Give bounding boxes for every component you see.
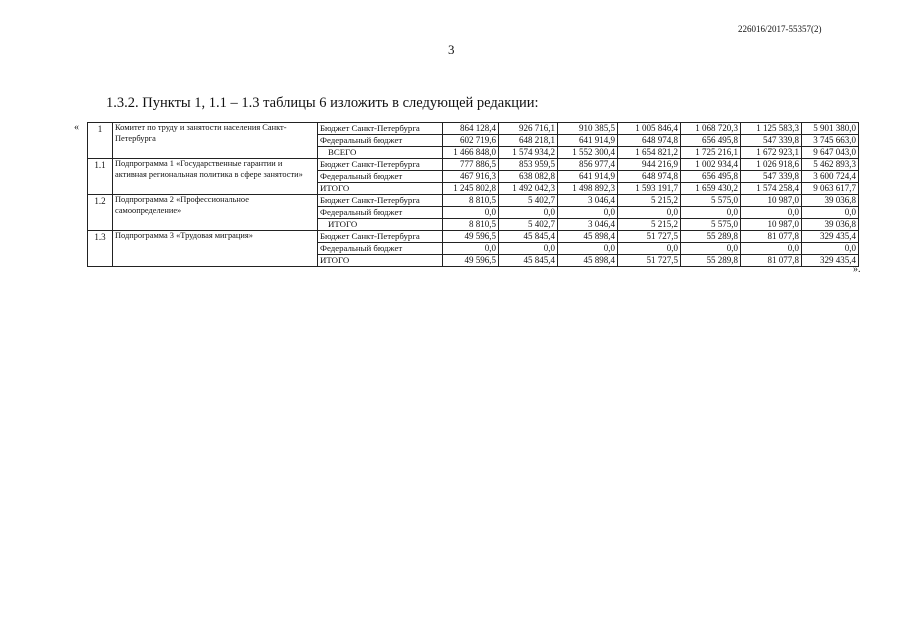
- amount-cell: 1 068 720,3: [681, 123, 741, 135]
- amount-cell: 467 916,3: [443, 171, 499, 183]
- amount-cell: 641 914,9: [558, 171, 618, 183]
- amount-cell: 602 719,6: [443, 135, 499, 147]
- amount-cell: 1 492 042,3: [499, 183, 558, 195]
- item-name: Подпрограмма 3 «Трудовая миграция»: [113, 231, 318, 267]
- amount-cell: 39 036,8: [802, 219, 859, 231]
- amount-cell: 5 402,7: [499, 219, 558, 231]
- amount-cell: 1 593 191,7: [618, 183, 681, 195]
- closing-quote: ».: [853, 264, 861, 275]
- amount-cell: 0,0: [558, 243, 618, 255]
- amount-cell: 45 898,4: [558, 231, 618, 243]
- amount-cell: 3 046,4: [558, 195, 618, 207]
- amount-cell: 81 077,8: [741, 231, 802, 243]
- amount-cell: 853 959,5: [499, 159, 558, 171]
- amount-cell: 49 596,5: [443, 255, 499, 267]
- amount-cell: 777 886,5: [443, 159, 499, 171]
- funding-source: Федеральный бюджет: [318, 207, 443, 219]
- amount-cell: 51 727,5: [618, 255, 681, 267]
- amount-cell: 10 987,0: [741, 219, 802, 231]
- amount-cell: 3 046,4: [558, 219, 618, 231]
- amount-cell: 0,0: [681, 243, 741, 255]
- amount-cell: 641 914,9: [558, 135, 618, 147]
- amendment-heading: 1.3.2. Пункты 1, 1.1 – 1.3 таблицы 6 изложить в следующей редакции:: [106, 95, 539, 111]
- amount-cell: 8 810,5: [443, 219, 499, 231]
- amount-cell: 51 727,5: [618, 231, 681, 243]
- amount-cell: 3 600 724,4: [802, 171, 859, 183]
- amount-cell: 547 339,8: [741, 135, 802, 147]
- amount-cell: 1 574 258,4: [741, 183, 802, 195]
- amount-cell: 329 435,4: [802, 231, 859, 243]
- amount-cell: 864 128,4: [443, 123, 499, 135]
- amount-cell: 0,0: [499, 207, 558, 219]
- amount-cell: 5 402,7: [499, 195, 558, 207]
- amount-cell: 1 552 300,4: [558, 147, 618, 159]
- document-id: 226016/2017-55357(2): [738, 24, 822, 34]
- amount-cell: 1 466 848,0: [443, 147, 499, 159]
- amount-cell: 0,0: [499, 243, 558, 255]
- amount-cell: 0,0: [681, 207, 741, 219]
- funding-source: ИТОГО: [318, 183, 443, 195]
- funding-source: Бюджет Санкт-Петербурга: [318, 123, 443, 135]
- funding-source: ВСЕГО: [318, 147, 443, 159]
- amount-cell: 0,0: [618, 243, 681, 255]
- amount-cell: 9 063 617,7: [802, 183, 859, 195]
- amount-cell: 5 462 893,3: [802, 159, 859, 171]
- item-name: Подпрограмма 1 «Государственные гарантии и активная региональная политика в сфере занятости»: [113, 159, 318, 195]
- amount-cell: 10 987,0: [741, 195, 802, 207]
- amount-cell: 0,0: [618, 207, 681, 219]
- amount-cell: 0,0: [802, 243, 859, 255]
- amount-cell: 49 596,5: [443, 231, 499, 243]
- amount-cell: 1 498 892,3: [558, 183, 618, 195]
- funding-table: [87, 122, 859, 267]
- amount-cell: 944 216,9: [618, 159, 681, 171]
- funding-source: Федеральный бюджет: [318, 243, 443, 255]
- amount-cell: 55 289,8: [681, 255, 741, 267]
- table-row: [88, 159, 859, 171]
- amount-cell: 1 672 923,1: [741, 147, 802, 159]
- amount-cell: 5 215,2: [618, 219, 681, 231]
- amount-cell: 0,0: [558, 207, 618, 219]
- amount-cell: 1 725 216,1: [681, 147, 741, 159]
- amount-cell: 45 898,4: [558, 255, 618, 267]
- amount-cell: 856 977,4: [558, 159, 618, 171]
- amount-cell: 55 289,8: [681, 231, 741, 243]
- amount-cell: 1 245 802,8: [443, 183, 499, 195]
- funding-source: Бюджет Санкт-Петербурга: [318, 195, 443, 207]
- amount-cell: 648 974,8: [618, 171, 681, 183]
- amount-cell: 8 810,5: [443, 195, 499, 207]
- funding-source: ИТОГО: [318, 219, 443, 231]
- item-name: Подпрограмма 2 «Профессиональное самоопределение»: [113, 195, 318, 231]
- amount-cell: 1 574 934,2: [499, 147, 558, 159]
- item-number: 1: [88, 123, 113, 159]
- funding-source: Бюджет Санкт-Петербурга: [318, 231, 443, 243]
- amount-cell: 81 077,8: [741, 255, 802, 267]
- amount-cell: 547 339,8: [741, 171, 802, 183]
- amount-cell: 39 036,8: [802, 195, 859, 207]
- opening-quote: «: [74, 122, 79, 133]
- amount-cell: 5 215,2: [618, 195, 681, 207]
- amount-cell: 3 745 663,0: [802, 135, 859, 147]
- amount-cell: 45 845,4: [499, 231, 558, 243]
- amount-cell: 1 005 846,4: [618, 123, 681, 135]
- amount-cell: 45 845,4: [499, 255, 558, 267]
- amount-cell: 1 125 583,3: [741, 123, 802, 135]
- amount-cell: 1 002 934,4: [681, 159, 741, 171]
- funding-source: Бюджет Санкт-Петербурга: [318, 159, 443, 171]
- amount-cell: 656 495,8: [681, 135, 741, 147]
- amount-cell: 656 495,8: [681, 171, 741, 183]
- table-row: [88, 123, 859, 135]
- funding-source: Федеральный бюджет: [318, 135, 443, 147]
- amount-cell: 1 659 430,2: [681, 183, 741, 195]
- amount-cell: 926 716,1: [499, 123, 558, 135]
- item-name: Комитет по труду и занятости населения Санкт-Петербурга: [113, 123, 318, 159]
- amount-cell: 329 435,4: [802, 255, 859, 267]
- amount-cell: 5 575,0: [681, 195, 741, 207]
- amount-cell: 5 901 380,0: [802, 123, 859, 135]
- amount-cell: 0,0: [802, 207, 859, 219]
- item-number: 1.3: [88, 231, 113, 267]
- amount-cell: 910 385,5: [558, 123, 618, 135]
- amount-cell: 0,0: [443, 243, 499, 255]
- page-number: 3: [448, 42, 455, 57]
- table-row: [88, 195, 859, 207]
- amount-cell: 9 647 043,0: [802, 147, 859, 159]
- amount-cell: 648 218,1: [499, 135, 558, 147]
- amount-cell: 0,0: [741, 243, 802, 255]
- amount-cell: 638 082,8: [499, 171, 558, 183]
- item-number: 1.1: [88, 159, 113, 195]
- funding-source: Федеральный бюджет: [318, 171, 443, 183]
- item-number: 1.2: [88, 195, 113, 231]
- amount-cell: 0,0: [741, 207, 802, 219]
- amount-cell: 1 026 918,6: [741, 159, 802, 171]
- funding-source: ИТОГО: [318, 255, 443, 267]
- table-row: [88, 231, 859, 243]
- amount-cell: 1 654 821,2: [618, 147, 681, 159]
- amount-cell: 0,0: [443, 207, 499, 219]
- amount-cell: 5 575,0: [681, 219, 741, 231]
- amount-cell: 648 974,8: [618, 135, 681, 147]
